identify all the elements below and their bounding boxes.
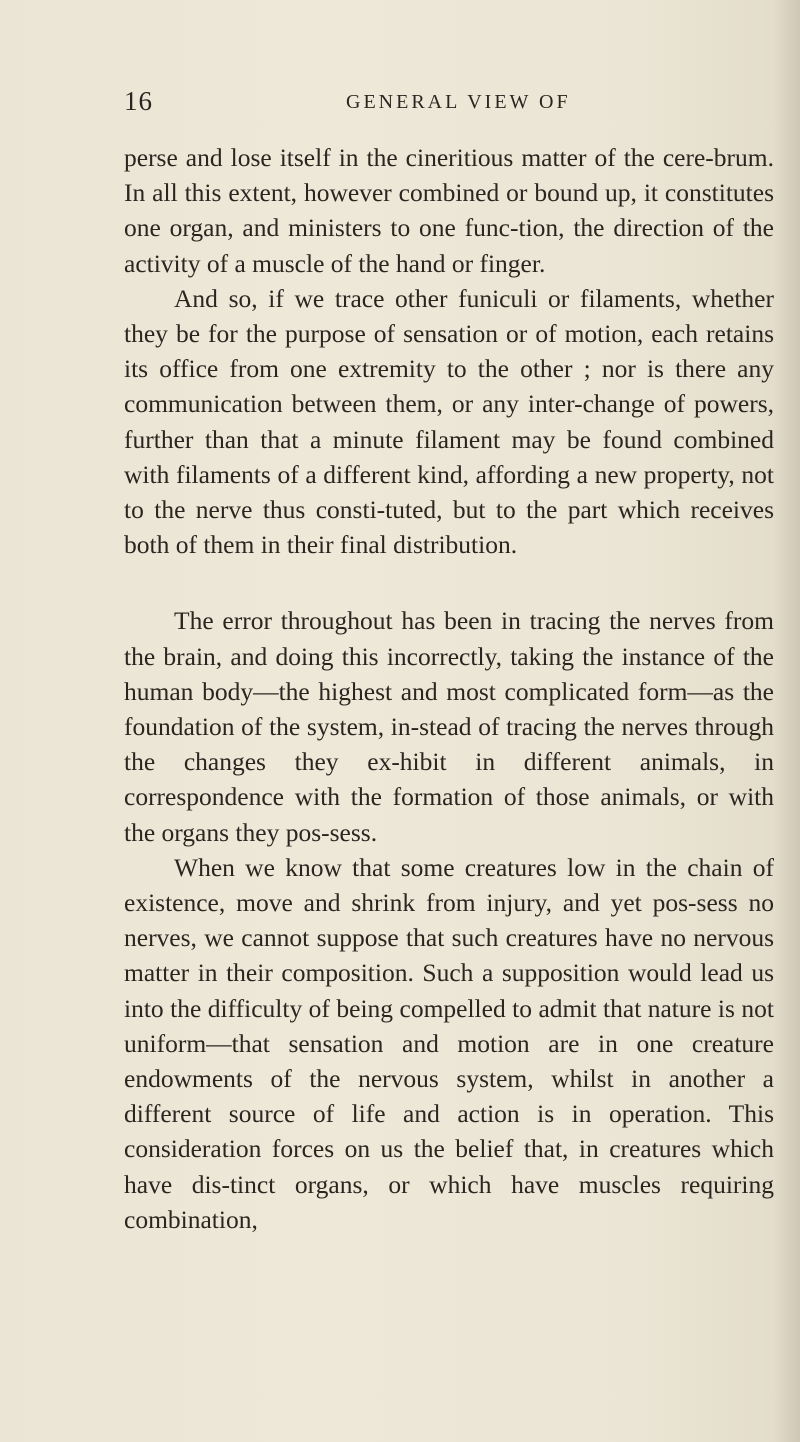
- running-title: GENERAL VIEW OF: [346, 91, 571, 113]
- section-gap: [124, 562, 774, 603]
- body-text: [124, 140, 774, 1237]
- paragraph-continuation: perse and lose itself in the cineritious matter of the cere-brum. In all this extent, however combined or bound up, it constitutes one organ, and ministers to one func-tion, the direction of the activity of a muscle of the hand or finger.: [124, 143, 774, 278]
- page-edge-shadow: [774, 0, 800, 1442]
- running-head: [124, 86, 764, 120]
- paragraph-error: The error throughout has been in tracing the nerves from the brain, and doing this incorrectly, taking the instance of the human body—the highest and most complicated form—as the foundation of the system, in-stead of tracing the nerves through the changes they ex-hibit in different animals, in correspondence with the formation of those animals, or with the organs they pos-sess.: [124, 606, 774, 847]
- paragraph-creatures: When we know that some creatures low in the chain of existence, move and shrink from injury, and yet pos-sess no nerves, we cannot suppose that such creatures have no nervous matter in their composition. Such a supposition would lead us into the difficulty of being compelled to admit that nature is not uniform—that sensation and motion are in one creature endowments of the nervous system, whilst in another a different source of life and action is in operation. This consideration forces on us the belief that, in creatures which have dis-tinct organs, or which have muscles requiring combination,: [124, 852, 774, 1234]
- paragraph-funiculi: And so, if we trace other funiculi or filaments, whether they be for the purpose of sensation or of motion, each retains its office from one extremity to the other ; nor is there any communication between them, or any inter-change of powers, further than that a minute filament may be found combined with filaments of a different kind, affording a new property, not to the nerve thus consti-tuted, but to the part which receives both of them in their final distribution.: [124, 283, 774, 560]
- page-number: 16: [124, 86, 153, 116]
